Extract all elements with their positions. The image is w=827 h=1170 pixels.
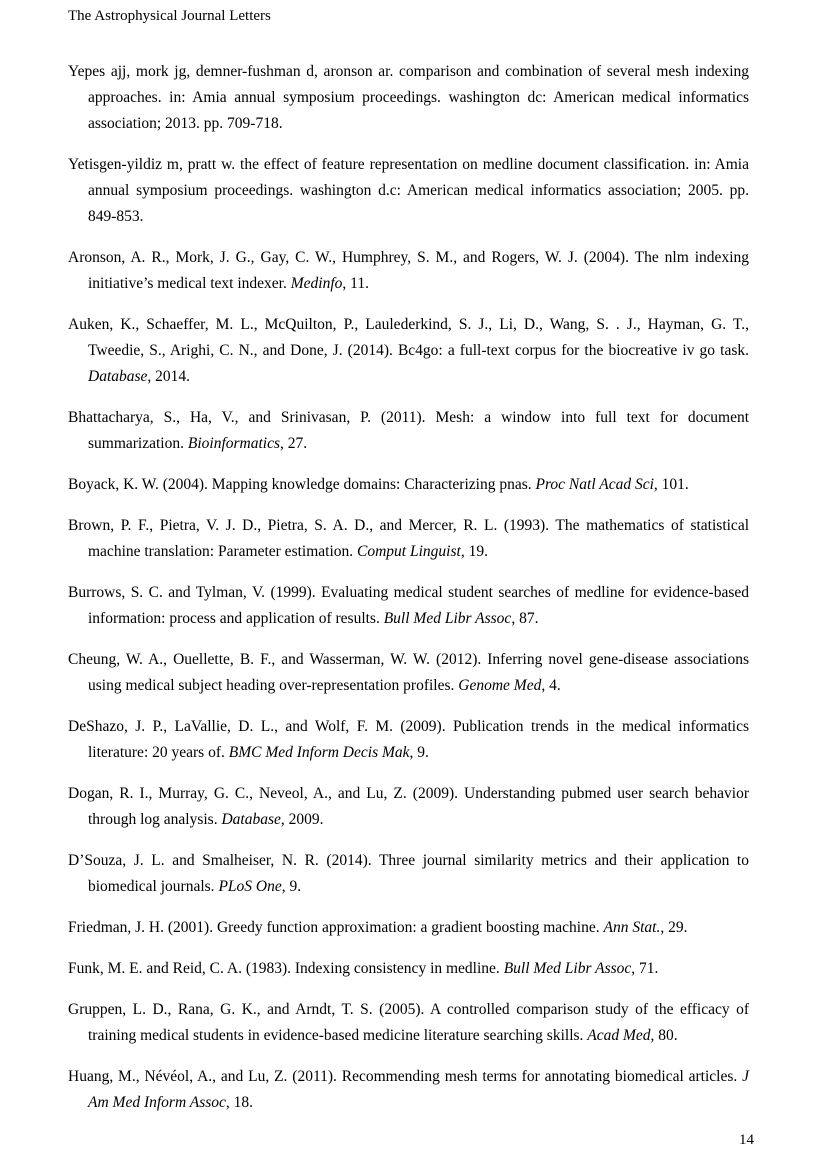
references-list — [68, 59, 749, 1131]
reference-item — [68, 405, 749, 457]
reference-text: Cheung, W. A., Ouellette, B. F., and Wasserman, W. W. (2012). Inferring novel gene-disease associations using medical subject heading over-representation profiles. — [68, 651, 749, 694]
reference-text: Dogan, R. I., Murray, G. C., Neveol, A., and Lu, Z. (2009). Understanding pubmed user search behavior through log analysis. — [68, 785, 749, 828]
journal-name: Proc Natl Acad Sci — [535, 476, 654, 493]
reference-item — [68, 152, 749, 230]
reference-text: , 80. — [650, 1027, 678, 1044]
reference-text: , 19. — [460, 543, 488, 560]
reference-text: , 29. — [660, 919, 688, 936]
journal-name: J Am Med Inform Assoc — [88, 1068, 749, 1111]
journal-name: Database — [88, 368, 148, 385]
reference-text: Bhattacharya, S., Ha, V., and Srinivasan, P. (2011). Mesh: a window into full text for document summarization. — [68, 409, 749, 452]
reference-text: , 27. — [280, 435, 308, 452]
running-header: The Astrophysical Journal Letters — [68, 8, 271, 24]
journal-name: Bull Med Libr Assoc — [503, 960, 632, 977]
reference-text: , 18. — [225, 1094, 254, 1111]
reference-item — [68, 956, 749, 982]
reference-item — [68, 472, 749, 498]
reference-item — [68, 781, 749, 833]
reference-text: DeShazo, J. P., LaVallie, D. L., and Wolf, F. M. (2009). Publication trends in the medical informatics literature: 20 years of. — [68, 718, 749, 761]
reference-item — [68, 245, 749, 297]
reference-text: Yetisgen-yildiz m, pratt w. the effect of feature representation on medline document classification. in: Amia annual symposium proceedings. washington d.c: American medical informatics association; 2005. pp. 849-853. — [68, 156, 749, 225]
journal-name: Bull Med Libr Assoc — [383, 610, 512, 627]
journal-name: Bioinformatics — [187, 435, 281, 452]
reference-text: Brown, P. F., Pietra, V. J. D., Pietra, S. A. D., and Mercer, R. L. (1993). The mathematics of statistical machine translation: Parameter estimation. — [68, 517, 749, 560]
reference-text: Burrows, S. C. and Tylman, V. (1999). Evaluating medical student searches of medline for evidence-based information: process and application of results. — [68, 584, 749, 627]
reference-item — [68, 647, 749, 699]
reference-text: Friedman, J. H. (2001). Greedy function approximation: a gradient boosting machine. — [68, 919, 604, 936]
reference-item — [68, 1064, 749, 1116]
reference-item — [68, 59, 749, 137]
page-number: 14 — [739, 1132, 754, 1148]
reference-item — [68, 915, 749, 941]
reference-item — [68, 997, 749, 1049]
reference-text: Huang, M., Névéol, A., and Lu, Z. (2011). Recommending mesh terms for annotating biomedical articles. — [68, 1068, 743, 1085]
reference-item — [68, 848, 749, 900]
reference-text: D’Souza, J. L. and Smalheiser, N. R. (2014). Three journal similarity metrics and their application to biomedical journals. — [68, 852, 749, 895]
reference-text: , 9. — [281, 878, 302, 895]
journal-name: BMC Med Inform Decis Mak — [228, 744, 410, 761]
journal-name: Acad Med — [587, 1027, 651, 1044]
reference-item — [68, 714, 749, 766]
reference-text: Aronson, A. R., Mork, J. G., Gay, C. W., Humphrey, S. M., and Rogers, W. J. (2004). The nlm indexing initiative’s medical text indexer. — [68, 249, 749, 292]
reference-text: , 87. — [511, 610, 539, 627]
journal-name: Database — [221, 811, 281, 828]
reference-item — [68, 312, 749, 390]
reference-text: , 71. — [631, 960, 659, 977]
reference-item — [68, 513, 749, 565]
reference-text: Auken, K., Schaeffer, M. L., McQuilton, P., Laulederkind, S. J., Li, D., Wang, S. . J., Hayman, G. T., Tweedie, S., Arighi, C. N., and Done, J. (2014). Bc4go: a full-text corpus for the biocreative iv go task. — [68, 316, 749, 359]
reference-text: , 4. — [541, 677, 561, 694]
journal-name: Ann Stat. — [603, 919, 661, 936]
journal-name: PLoS One — [218, 878, 282, 895]
reference-text: , 101. — [653, 476, 689, 493]
reference-text: Yepes ajj, mork jg, demner-fushman d, aronson ar. comparison and combination of several mesh indexing approaches. in: Amia annual symposium proceedings. washington dc: American medical informatics association; 2013. pp. 709-718. — [68, 63, 749, 132]
journal-name: Comput Linguist — [357, 543, 461, 560]
journal-name: Genome Med — [458, 677, 542, 694]
reference-text: , 2009. — [280, 811, 324, 828]
reference-item — [68, 580, 749, 632]
journal-name: Medinfo — [290, 275, 343, 292]
reference-text: Gruppen, L. D., Rana, G. K., and Arndt, T. S. (2005). A controlled comparison study of the efficacy of training medical students in evidence-based medicine literature searching skills. — [68, 1001, 749, 1044]
reference-text: , 9. — [409, 744, 429, 761]
reference-text: , 11. — [342, 275, 369, 292]
reference-text: Boyack, K. W. (2004). Mapping knowledge domains: Characterizing pnas. — [68, 476, 536, 493]
reference-text: , 2014. — [147, 368, 191, 385]
reference-text: Funk, M. E. and Reid, C. A. (1983). Indexing consistency in medline. — [68, 960, 504, 977]
